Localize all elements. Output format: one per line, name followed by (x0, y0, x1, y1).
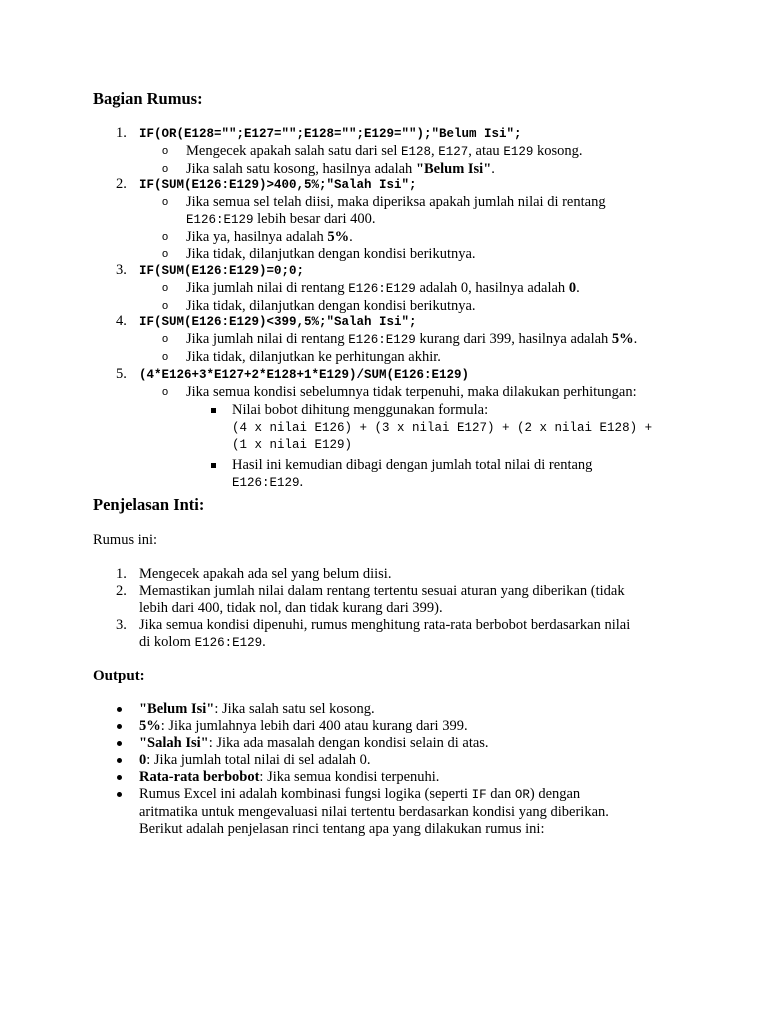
item-number: 1. (116, 566, 127, 582)
text: Nilai bobot dihitung menggunakan formula: (232, 402, 489, 418)
cell-ref: E128 (401, 145, 432, 159)
formula-line: (4 x nilai E126) + (3 x nilai E127) + (2 x nilai E128) + (232, 421, 653, 435)
cell-range: E126:E129 (348, 282, 416, 296)
sub-item (93, 246, 678, 263)
text: Jika jumlah nilai di rentang (186, 280, 349, 296)
cell-ref: E127 (438, 145, 469, 159)
intro-text: Rumus ini: (93, 532, 158, 548)
circle-bullet-icon: o (162, 196, 169, 208)
list-item (93, 617, 678, 652)
list-item (93, 735, 678, 752)
circle-bullet-icon: o (162, 282, 169, 294)
text: Rumus Excel ini adalah kombinasi fungsi logika (seperti (139, 786, 472, 802)
bold-text: "Belum Isi" (139, 701, 215, 717)
bold-text: 5% (327, 229, 350, 245)
text: Mengecek apakah salah satu dari sel (186, 143, 401, 159)
text: . (633, 331, 638, 347)
text: Jika semua sel telah diisi, maka diperiksa apakah jumlah nilai di rentang (186, 194, 606, 210)
text: Mengecek apakah ada sel yang belum diisi. (139, 566, 392, 582)
list-item (93, 701, 678, 718)
formula-code: IF(SUM(E126:E129)=0;0; (139, 264, 305, 278)
code-inline: IF (471, 788, 487, 802)
list-item (93, 752, 678, 769)
text: aritmatika untuk mengevaluasi nilai tertentu berdasarkan kondisi yang diberikan. (139, 804, 609, 820)
text: di kolom (139, 634, 195, 650)
sub-item (93, 331, 678, 349)
cell-range: E126:E129 (186, 213, 254, 227)
item-number: 4. (116, 313, 127, 329)
text: Jika semua kondisi sebelumnya tidak terpenuhi, maka dilakukan perhitungan: (186, 384, 637, 400)
sub-item (93, 384, 678, 401)
bullet-icon (117, 792, 122, 797)
output-list (93, 701, 678, 838)
formula-item-4 (93, 313, 678, 366)
text: : Jika semua kondisi terpenuhi. (259, 769, 440, 785)
sub-item (93, 280, 678, 298)
text: Jika tidak, dilanjutkan ke perhitungan akhir. (186, 349, 441, 365)
heading-penjelasan-inti: Penjelasan Inti: (93, 495, 205, 514)
item-number: 5. (116, 366, 127, 382)
item-number: 2. (116, 176, 127, 192)
bullet-icon (117, 758, 122, 763)
text: adalah 0, hasilnya adalah (415, 280, 569, 296)
list-item (93, 566, 678, 583)
item-number: 1. (116, 125, 127, 141)
heading-bagian-rumus: Bagian Rumus: (93, 89, 203, 108)
text: kurang dari 399, hasilnya adalah (415, 331, 612, 347)
text: Jika tidak, dilanjutkan dengan kondisi berikutnya. (186, 246, 476, 262)
list-item (93, 769, 678, 786)
text: : Jika jumlahnya lebih dari 400 atau kurang dari 399. (160, 718, 468, 734)
explanation-list (93, 566, 678, 652)
text: Memastikan jumlah nilai dalam rentang tertentu sesuai aturan yang diberikan (tidak (139, 583, 625, 599)
text: . (491, 161, 495, 177)
item-number: 3. (116, 617, 127, 633)
list-item (93, 786, 678, 838)
bullet-icon (117, 741, 122, 746)
cell-range: E126:E129 (232, 476, 300, 490)
formula-item-5 (93, 366, 678, 492)
text: . (299, 474, 304, 490)
bold-text: 0 (568, 280, 577, 296)
circle-bullet-icon: o (162, 145, 169, 157)
circle-bullet-icon: o (162, 300, 169, 312)
text: lebih besar dari 400. (253, 211, 376, 227)
sub-item (93, 229, 678, 246)
bullet-icon (117, 775, 122, 780)
text: . (262, 634, 266, 650)
text: , atau (468, 143, 504, 159)
text: Berikut adalah penjelasan rinci tentang apa yang dilakukan rumus ini: (139, 821, 545, 837)
text: Hasil ini kemudian dibagi dengan jumlah total nilai di rentang (232, 457, 593, 473)
text: Jika semua kondisi dipenuhi, rumus menghitung rata-rata berbobot berdasarkan nilai (139, 617, 631, 633)
formula-item-1 (93, 125, 678, 178)
item-number: 2. (116, 583, 127, 599)
text: lebih dari 400, tidak nol, dan tidak kurang dari 399). (139, 600, 443, 616)
circle-bullet-icon: o (162, 163, 169, 175)
text: : Jika salah satu sel kosong. (214, 701, 375, 717)
sub-item (93, 143, 678, 161)
bold-text: "Salah Isi" (139, 735, 209, 751)
sub2-item (93, 457, 678, 492)
text: , (431, 143, 439, 159)
formula-code: (4*E126+3*E127+2*E128+1*E129)/SUM(E126:E129) (139, 368, 470, 382)
text: Jika ya, hasilnya adalah (186, 229, 328, 245)
square-bullet-icon (211, 463, 216, 468)
cell-range: E126:E129 (194, 636, 263, 650)
code-inline: OR (514, 788, 530, 802)
text: Jika jumlah nilai di rentang (186, 331, 349, 347)
bold-text: 5% (139, 718, 161, 734)
bold-text: "Belum Isi" (415, 161, 492, 177)
text: : Jika jumlah total nilai di sel adalah 0. (146, 752, 371, 768)
text: ) dengan (529, 786, 581, 802)
item-number: 3. (116, 262, 127, 278)
formula-item-3 (93, 262, 678, 315)
circle-bullet-icon: o (162, 351, 169, 363)
bold-text: Rata-rata berbobot (139, 769, 260, 785)
text: kosong. (533, 143, 583, 159)
bullet-icon (117, 707, 122, 712)
cell-range: E126:E129 (348, 333, 416, 347)
bold-text: 5% (611, 331, 634, 347)
sub-item (93, 349, 678, 366)
circle-bullet-icon: o (162, 333, 169, 345)
circle-bullet-icon: o (162, 231, 169, 243)
text: Jika tidak, dilanjutkan dengan kondisi berikutnya. (186, 298, 476, 314)
formula-line: (1 x nilai E129) (232, 438, 353, 452)
formula-code: IF(OR(E128="";E127="";E128="";E129="");"Belum Isi"; (139, 127, 522, 141)
formula-code: IF(SUM(E126:E129)<399,5%;"Salah Isi"; (139, 315, 417, 329)
square-bullet-icon (211, 408, 216, 413)
list-item (93, 718, 678, 735)
text: : Jika ada masalah dengan kondisi selain di atas. (208, 735, 489, 751)
cell-ref: E129 (503, 145, 534, 159)
text: . (576, 280, 580, 296)
bold-text: 0 (139, 752, 147, 768)
sub-item (93, 194, 678, 229)
sub2-item (93, 402, 678, 453)
formula-code: IF(SUM(E126:E129)>400,5%;"Salah Isi"; (139, 178, 417, 192)
circle-bullet-icon: o (162, 248, 169, 260)
text: dan (486, 786, 515, 802)
list-item (93, 583, 678, 617)
formula-item-2 (93, 176, 678, 263)
heading-output: Output: (93, 668, 145, 684)
text: Jika salah satu kosong, hasilnya adalah (186, 161, 416, 177)
bullet-icon (117, 724, 122, 729)
circle-bullet-icon: o (162, 386, 169, 398)
text: . (349, 229, 353, 245)
